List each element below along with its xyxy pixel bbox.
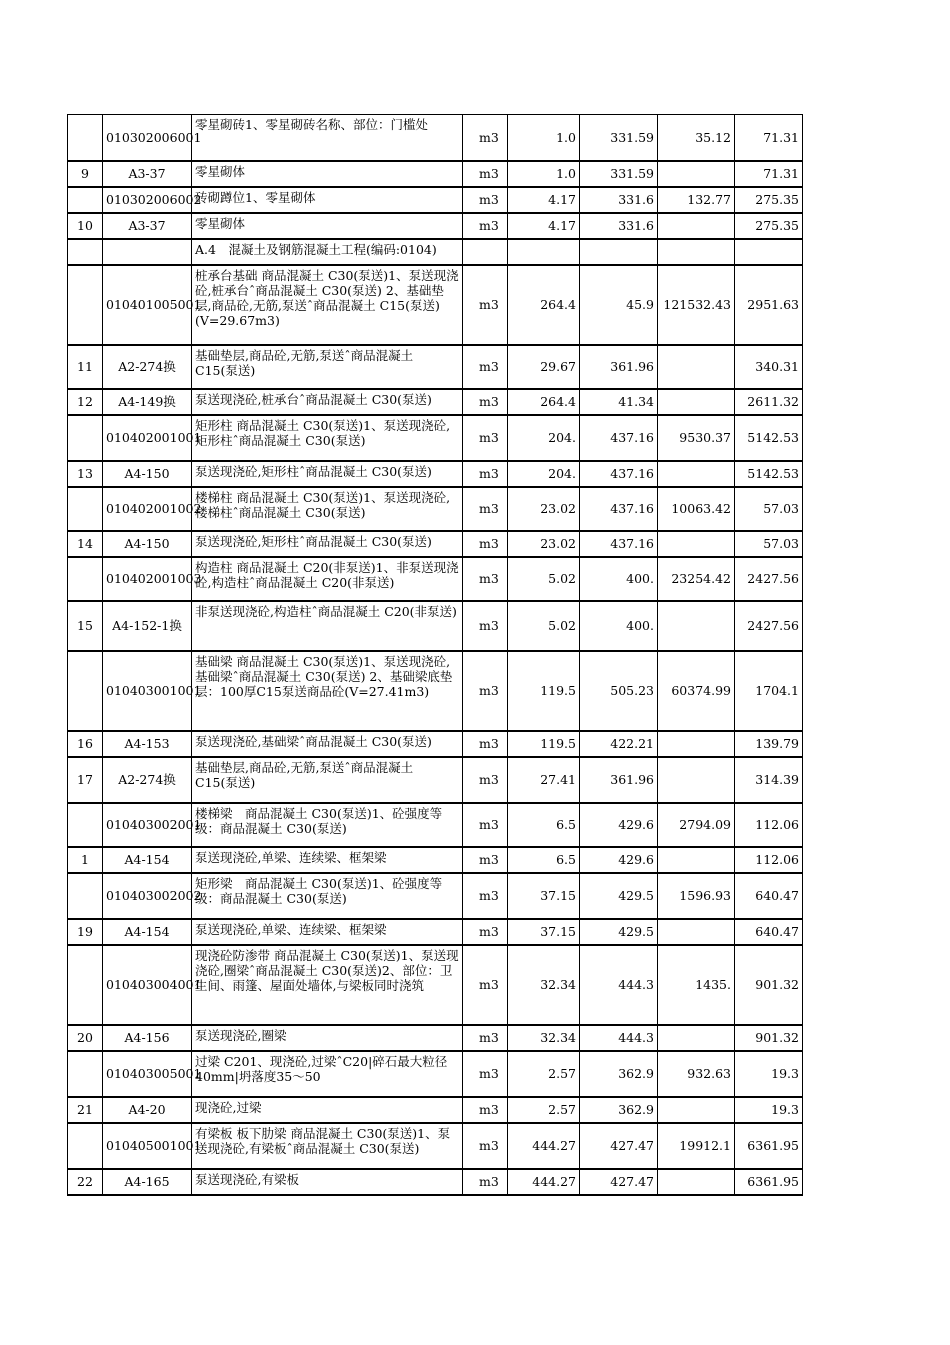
quantity-cell: 204. bbox=[508, 415, 580, 461]
unit-price-cell: 400. bbox=[580, 601, 658, 651]
item-code-cell: A4-20 bbox=[103, 1097, 192, 1123]
table-row bbox=[68, 531, 803, 557]
table-row bbox=[68, 601, 803, 651]
item-code-cell: A3-37 bbox=[103, 161, 192, 187]
unit-price-cell: 437.16 bbox=[580, 415, 658, 461]
row-number-cell bbox=[68, 265, 103, 345]
item-code-cell: 010302006002 bbox=[103, 187, 192, 213]
total-price-cell: 1435. bbox=[658, 945, 735, 1025]
item-code-cell: A4-152-1换 bbox=[103, 601, 192, 651]
unit-cell: m3 bbox=[463, 531, 508, 557]
labor-cost-cell: 640.47 bbox=[735, 873, 803, 919]
labor-cost-cell: 6361.95 bbox=[735, 1123, 803, 1169]
item-description-cell: 基础垫层,商品砼,无筋,泵送ˆ商品混凝土 C15(泵送) bbox=[192, 757, 463, 803]
row-number-cell: 14 bbox=[68, 531, 103, 557]
labor-cost-cell: 2611.32 bbox=[735, 389, 803, 415]
item-code-cell: 010403005001 bbox=[103, 1051, 192, 1097]
row-number-cell bbox=[68, 557, 103, 601]
unit-cell: m3 bbox=[463, 1097, 508, 1123]
row-number-cell: 16 bbox=[68, 731, 103, 757]
unit-cell: m3 bbox=[463, 389, 508, 415]
row-number-cell bbox=[68, 239, 103, 265]
total-price-cell bbox=[658, 213, 735, 239]
unit-cell: m3 bbox=[463, 757, 508, 803]
table-row bbox=[68, 1025, 803, 1051]
labor-cost-cell: 112.06 bbox=[735, 847, 803, 873]
row-number-cell: 22 bbox=[68, 1169, 103, 1195]
unit-cell: m3 bbox=[463, 945, 508, 1025]
table-row bbox=[68, 1097, 803, 1123]
item-description-cell: 泵送现浇砼,矩形柱ˆ商品混凝土 C30(泵送) bbox=[192, 461, 463, 487]
quantity-cell: 23.02 bbox=[508, 531, 580, 557]
item-code-cell: 010403001001 bbox=[103, 651, 192, 731]
unit-cell: m3 bbox=[463, 873, 508, 919]
quantity-cell: 2.57 bbox=[508, 1051, 580, 1097]
labor-cost-cell: 57.03 bbox=[735, 487, 803, 531]
quantity-bill-table bbox=[67, 114, 803, 1196]
row-number-cell: 1 bbox=[68, 847, 103, 873]
table-body bbox=[68, 115, 803, 1195]
item-description-cell: 泵送现浇砼,有梁板 bbox=[192, 1169, 463, 1195]
total-price-cell bbox=[658, 1169, 735, 1195]
unit-cell: m3 bbox=[463, 187, 508, 213]
item-code-cell: A2-274换 bbox=[103, 757, 192, 803]
labor-cost-cell: 112.06 bbox=[735, 803, 803, 847]
item-description-cell: 构造柱 商品混凝土 C20(非泵送)1、非泵送现浇砼,构造柱ˆ商品混凝土 C20(非泵送) bbox=[192, 557, 463, 601]
total-price-cell: 10063.42 bbox=[658, 487, 735, 531]
unit-price-cell: 331.6 bbox=[580, 213, 658, 239]
unit-cell: m3 bbox=[463, 847, 508, 873]
unit-price-cell: 429.5 bbox=[580, 919, 658, 945]
unit-price-cell: 437.16 bbox=[580, 487, 658, 531]
item-description-cell: 泵送现浇砼,圈梁 bbox=[192, 1025, 463, 1051]
labor-cost-cell: 1704.1 bbox=[735, 651, 803, 731]
labor-cost-cell: 901.32 bbox=[735, 945, 803, 1025]
total-price-cell bbox=[658, 847, 735, 873]
labor-cost-cell: 2427.56 bbox=[735, 601, 803, 651]
item-code-cell: 010402001001 bbox=[103, 415, 192, 461]
table-row bbox=[68, 415, 803, 461]
labor-cost-cell: 275.35 bbox=[735, 213, 803, 239]
total-price-cell: 132.77 bbox=[658, 187, 735, 213]
unit-price-cell: 429.6 bbox=[580, 803, 658, 847]
unit-price-cell: 331.6 bbox=[580, 187, 658, 213]
item-description-cell: 现浇砼,过梁 bbox=[192, 1097, 463, 1123]
unit-cell: m3 bbox=[463, 803, 508, 847]
quantity-cell: 1.0 bbox=[508, 115, 580, 161]
row-number-cell: 9 bbox=[68, 161, 103, 187]
item-description-cell: 楼梯梁 商品混凝土 C30(泵送)1、砼强度等级：商品混凝土 C30(泵送) bbox=[192, 803, 463, 847]
table-row bbox=[68, 1123, 803, 1169]
item-code-cell: A4-150 bbox=[103, 461, 192, 487]
quantity-cell: 444.27 bbox=[508, 1169, 580, 1195]
item-description-cell: 楼梯柱 商品混凝土 C30(泵送)1、泵送现浇砼,楼梯柱ˆ商品混凝土 C30(泵送) bbox=[192, 487, 463, 531]
row-number-cell: 13 bbox=[68, 461, 103, 487]
quantity-cell: 119.5 bbox=[508, 651, 580, 731]
item-code-cell: 010405001001 bbox=[103, 1123, 192, 1169]
labor-cost-cell: 71.31 bbox=[735, 161, 803, 187]
item-code-cell: A4-149换 bbox=[103, 389, 192, 415]
item-description-cell: 砖砌蹲位1、零星砌体 bbox=[192, 187, 463, 213]
labor-cost-cell: 5142.53 bbox=[735, 461, 803, 487]
unit-price-cell bbox=[580, 239, 658, 265]
item-code-cell: 010403002001 bbox=[103, 803, 192, 847]
unit-price-cell: 45.9 bbox=[580, 265, 658, 345]
table-row bbox=[68, 265, 803, 345]
unit-price-cell: 429.5 bbox=[580, 873, 658, 919]
row-number-cell bbox=[68, 873, 103, 919]
item-description-cell: A.4 混凝土及钢筋混凝土工程(编码:0104) bbox=[192, 239, 463, 265]
quantity-cell: 29.67 bbox=[508, 345, 580, 389]
item-description-cell: 现浇砼防渗带 商品混凝土 C30(泵送)1、泵送现浇砼,圈梁ˆ商品混凝土 C30(泵送)2、部位：卫生间、雨篷、屋面处墙体,与梁板同时浇筑 bbox=[192, 945, 463, 1025]
item-code-cell: 010403004001 bbox=[103, 945, 192, 1025]
total-price-cell bbox=[658, 239, 735, 265]
labor-cost-cell bbox=[735, 239, 803, 265]
row-number-cell: 19 bbox=[68, 919, 103, 945]
unit-cell: m3 bbox=[463, 213, 508, 239]
quantity-cell: 1.0 bbox=[508, 161, 580, 187]
table-row bbox=[68, 1169, 803, 1195]
item-description-cell: 泵送现浇砼,桩承台ˆ商品混凝土 C30(泵送) bbox=[192, 389, 463, 415]
item-code-cell: 010403002002 bbox=[103, 873, 192, 919]
unit-cell: m3 bbox=[463, 345, 508, 389]
unit-price-cell: 437.16 bbox=[580, 461, 658, 487]
unit-cell: m3 bbox=[463, 1123, 508, 1169]
unit-cell: m3 bbox=[463, 919, 508, 945]
labor-cost-cell: 5142.53 bbox=[735, 415, 803, 461]
row-number-cell: 21 bbox=[68, 1097, 103, 1123]
labor-cost-cell: 340.31 bbox=[735, 345, 803, 389]
row-number-cell bbox=[68, 803, 103, 847]
total-price-cell bbox=[658, 389, 735, 415]
total-price-cell bbox=[658, 1097, 735, 1123]
row-number-cell bbox=[68, 115, 103, 161]
quantity-cell bbox=[508, 239, 580, 265]
item-code-cell: A4-153 bbox=[103, 731, 192, 757]
unit-price-cell: 427.47 bbox=[580, 1123, 658, 1169]
table-row bbox=[68, 115, 803, 161]
total-price-cell: 2794.09 bbox=[658, 803, 735, 847]
row-number-cell: 20 bbox=[68, 1025, 103, 1051]
labor-cost-cell: 314.39 bbox=[735, 757, 803, 803]
item-code-cell: 010402001003 bbox=[103, 557, 192, 601]
labor-cost-cell: 640.47 bbox=[735, 919, 803, 945]
quantity-cell: 32.34 bbox=[508, 945, 580, 1025]
item-description-cell: 零星砌体 bbox=[192, 161, 463, 187]
unit-price-cell: 437.16 bbox=[580, 531, 658, 557]
unit-price-cell: 331.59 bbox=[580, 161, 658, 187]
table-row bbox=[68, 461, 803, 487]
quantity-cell: 6.5 bbox=[508, 847, 580, 873]
total-price-cell bbox=[658, 731, 735, 757]
total-price-cell: 1596.93 bbox=[658, 873, 735, 919]
unit-price-cell: 331.59 bbox=[580, 115, 658, 161]
table-row bbox=[68, 239, 803, 265]
item-description-cell: 泵送现浇砼,单梁、连续梁、框架梁 bbox=[192, 919, 463, 945]
quantity-cell: 119.5 bbox=[508, 731, 580, 757]
item-code-cell: A3-37 bbox=[103, 213, 192, 239]
table-row bbox=[68, 487, 803, 531]
table-row bbox=[68, 187, 803, 213]
row-number-cell: 11 bbox=[68, 345, 103, 389]
quantity-cell: 2.57 bbox=[508, 1097, 580, 1123]
total-price-cell bbox=[658, 161, 735, 187]
item-description-cell: 零星砌体 bbox=[192, 213, 463, 239]
total-price-cell bbox=[658, 919, 735, 945]
table-row bbox=[68, 757, 803, 803]
item-code-cell: A2-274换 bbox=[103, 345, 192, 389]
unit-price-cell: 361.96 bbox=[580, 345, 658, 389]
total-price-cell: 23254.42 bbox=[658, 557, 735, 601]
quantity-cell: 5.02 bbox=[508, 557, 580, 601]
quantity-cell: 4.17 bbox=[508, 187, 580, 213]
quantity-cell: 6.5 bbox=[508, 803, 580, 847]
unit-price-cell: 41.34 bbox=[580, 389, 658, 415]
labor-cost-cell: 901.32 bbox=[735, 1025, 803, 1051]
total-price-cell: 35.12 bbox=[658, 115, 735, 161]
unit-cell: m3 bbox=[463, 1169, 508, 1195]
table-row bbox=[68, 803, 803, 847]
row-number-cell bbox=[68, 1123, 103, 1169]
quantity-cell: 37.15 bbox=[508, 919, 580, 945]
quantity-cell: 27.41 bbox=[508, 757, 580, 803]
unit-price-cell: 429.6 bbox=[580, 847, 658, 873]
row-number-cell bbox=[68, 187, 103, 213]
labor-cost-cell: 6361.95 bbox=[735, 1169, 803, 1195]
unit-cell bbox=[463, 239, 508, 265]
quantity-cell: 32.34 bbox=[508, 1025, 580, 1051]
quantity-cell: 204. bbox=[508, 461, 580, 487]
item-description-cell: 过梁 C201、现浇砼,过梁ˆC20|碎石最大粒径40mm|坍落度35～50 bbox=[192, 1051, 463, 1097]
row-number-cell: 15 bbox=[68, 601, 103, 651]
unit-cell: m3 bbox=[463, 487, 508, 531]
item-code-cell: A4-165 bbox=[103, 1169, 192, 1195]
unit-cell: m3 bbox=[463, 161, 508, 187]
item-description-cell: 有梁板 板下肋梁 商品混凝土 C30(泵送)1、泵送现浇砼,有梁板ˆ商品混凝土 C30(泵送) bbox=[192, 1123, 463, 1169]
unit-price-cell: 362.9 bbox=[580, 1051, 658, 1097]
quantity-cell: 23.02 bbox=[508, 487, 580, 531]
unit-price-cell: 444.3 bbox=[580, 1025, 658, 1051]
item-code-cell: A4-154 bbox=[103, 919, 192, 945]
item-description-cell: 零星砌砖1、零星砌砖名称、部位：门槛处 bbox=[192, 115, 463, 161]
unit-cell: m3 bbox=[463, 731, 508, 757]
quantity-cell: 264.4 bbox=[508, 389, 580, 415]
item-code-cell: A4-156 bbox=[103, 1025, 192, 1051]
total-price-cell bbox=[658, 345, 735, 389]
unit-cell: m3 bbox=[463, 461, 508, 487]
total-price-cell bbox=[658, 531, 735, 557]
unit-cell: m3 bbox=[463, 265, 508, 345]
item-description-cell: 泵送现浇砼,矩形柱ˆ商品混凝土 C30(泵送) bbox=[192, 531, 463, 557]
item-description-cell: 桩承台基础 商品混凝土 C30(泵送)1、泵送现浇砼,桩承台ˆ商品混凝土 C30(泵送) 2、基础垫层,商品砼,无筋,泵送ˆ商品混凝土 C15(泵送)(V=29.67m3) bbox=[192, 265, 463, 345]
unit-price-cell: 362.9 bbox=[580, 1097, 658, 1123]
labor-cost-cell: 2427.56 bbox=[735, 557, 803, 601]
item-description-cell: 矩形柱 商品混凝土 C30(泵送)1、泵送现浇砼,矩形柱ˆ商品混凝土 C30(泵送) bbox=[192, 415, 463, 461]
item-description-cell: 矩形梁 商品混凝土 C30(泵送)1、砼强度等级：商品混凝土 C30(泵送) bbox=[192, 873, 463, 919]
unit-price-cell: 422.21 bbox=[580, 731, 658, 757]
labor-cost-cell: 2951.63 bbox=[735, 265, 803, 345]
total-price-cell bbox=[658, 461, 735, 487]
row-number-cell bbox=[68, 945, 103, 1025]
quantity-cell: 5.02 bbox=[508, 601, 580, 651]
labor-cost-cell: 71.31 bbox=[735, 115, 803, 161]
table-row bbox=[68, 161, 803, 187]
labor-cost-cell: 275.35 bbox=[735, 187, 803, 213]
item-code-cell bbox=[103, 239, 192, 265]
row-number-cell bbox=[68, 651, 103, 731]
item-description-cell: 泵送现浇砼,单梁、连续梁、框架梁 bbox=[192, 847, 463, 873]
unit-cell: m3 bbox=[463, 651, 508, 731]
row-number-cell: 10 bbox=[68, 213, 103, 239]
unit-cell: m3 bbox=[463, 1051, 508, 1097]
item-code-cell: A4-154 bbox=[103, 847, 192, 873]
row-number-cell: 12 bbox=[68, 389, 103, 415]
table-row bbox=[68, 731, 803, 757]
item-code-cell: 010302006001 bbox=[103, 115, 192, 161]
table-row bbox=[68, 213, 803, 239]
row-number-cell bbox=[68, 1051, 103, 1097]
quantity-cell: 444.27 bbox=[508, 1123, 580, 1169]
table-row bbox=[68, 557, 803, 601]
item-description-cell: 泵送现浇砼,基础梁ˆ商品混凝土 C30(泵送) bbox=[192, 731, 463, 757]
item-description-cell: 基础垫层,商品砼,无筋,泵送ˆ商品混凝土 C15(泵送) bbox=[192, 345, 463, 389]
total-price-cell bbox=[658, 757, 735, 803]
unit-price-cell: 444.3 bbox=[580, 945, 658, 1025]
row-number-cell bbox=[68, 415, 103, 461]
unit-cell: m3 bbox=[463, 115, 508, 161]
quantity-cell: 4.17 bbox=[508, 213, 580, 239]
total-price-cell: 9530.37 bbox=[658, 415, 735, 461]
table-row bbox=[68, 1051, 803, 1097]
unit-price-cell: 361.96 bbox=[580, 757, 658, 803]
row-number-cell: 17 bbox=[68, 757, 103, 803]
labor-cost-cell: 139.79 bbox=[735, 731, 803, 757]
table-row bbox=[68, 847, 803, 873]
total-price-cell bbox=[658, 1025, 735, 1051]
labor-cost-cell: 57.03 bbox=[735, 531, 803, 557]
table-row bbox=[68, 945, 803, 1025]
row-number-cell bbox=[68, 487, 103, 531]
total-price-cell bbox=[658, 601, 735, 651]
unit-cell: m3 bbox=[463, 415, 508, 461]
unit-price-cell: 400. bbox=[580, 557, 658, 601]
unit-cell: m3 bbox=[463, 601, 508, 651]
item-description-cell: 非泵送现浇砼,构造柱ˆ商品混凝土 C20(非泵送) bbox=[192, 601, 463, 651]
total-price-cell: 19912.1 bbox=[658, 1123, 735, 1169]
quantity-cell: 264.4 bbox=[508, 265, 580, 345]
table-row bbox=[68, 873, 803, 919]
total-price-cell: 60374.99 bbox=[658, 651, 735, 731]
item-code-cell: 010402001002 bbox=[103, 487, 192, 531]
quantity-cell: 37.15 bbox=[508, 873, 580, 919]
table-row bbox=[68, 651, 803, 731]
total-price-cell: 121532.43 bbox=[658, 265, 735, 345]
table-row bbox=[68, 919, 803, 945]
item-description-cell: 基础梁 商品混凝土 C30(泵送)1、泵送现浇砼,基础梁ˆ商品混凝土 C30(泵送) 2、基础梁底垫层：100厚C15泵送商品砼(V=27.41m3) bbox=[192, 651, 463, 731]
unit-cell: m3 bbox=[463, 557, 508, 601]
item-code-cell: A4-150 bbox=[103, 531, 192, 557]
unit-price-cell: 505.23 bbox=[580, 651, 658, 731]
unit-cell: m3 bbox=[463, 1025, 508, 1051]
total-price-cell: 932.63 bbox=[658, 1051, 735, 1097]
labor-cost-cell: 19.3 bbox=[735, 1097, 803, 1123]
unit-price-cell: 427.47 bbox=[580, 1169, 658, 1195]
item-code-cell: 010401005001 bbox=[103, 265, 192, 345]
table-row bbox=[68, 345, 803, 389]
labor-cost-cell: 19.3 bbox=[735, 1051, 803, 1097]
table-row bbox=[68, 389, 803, 415]
